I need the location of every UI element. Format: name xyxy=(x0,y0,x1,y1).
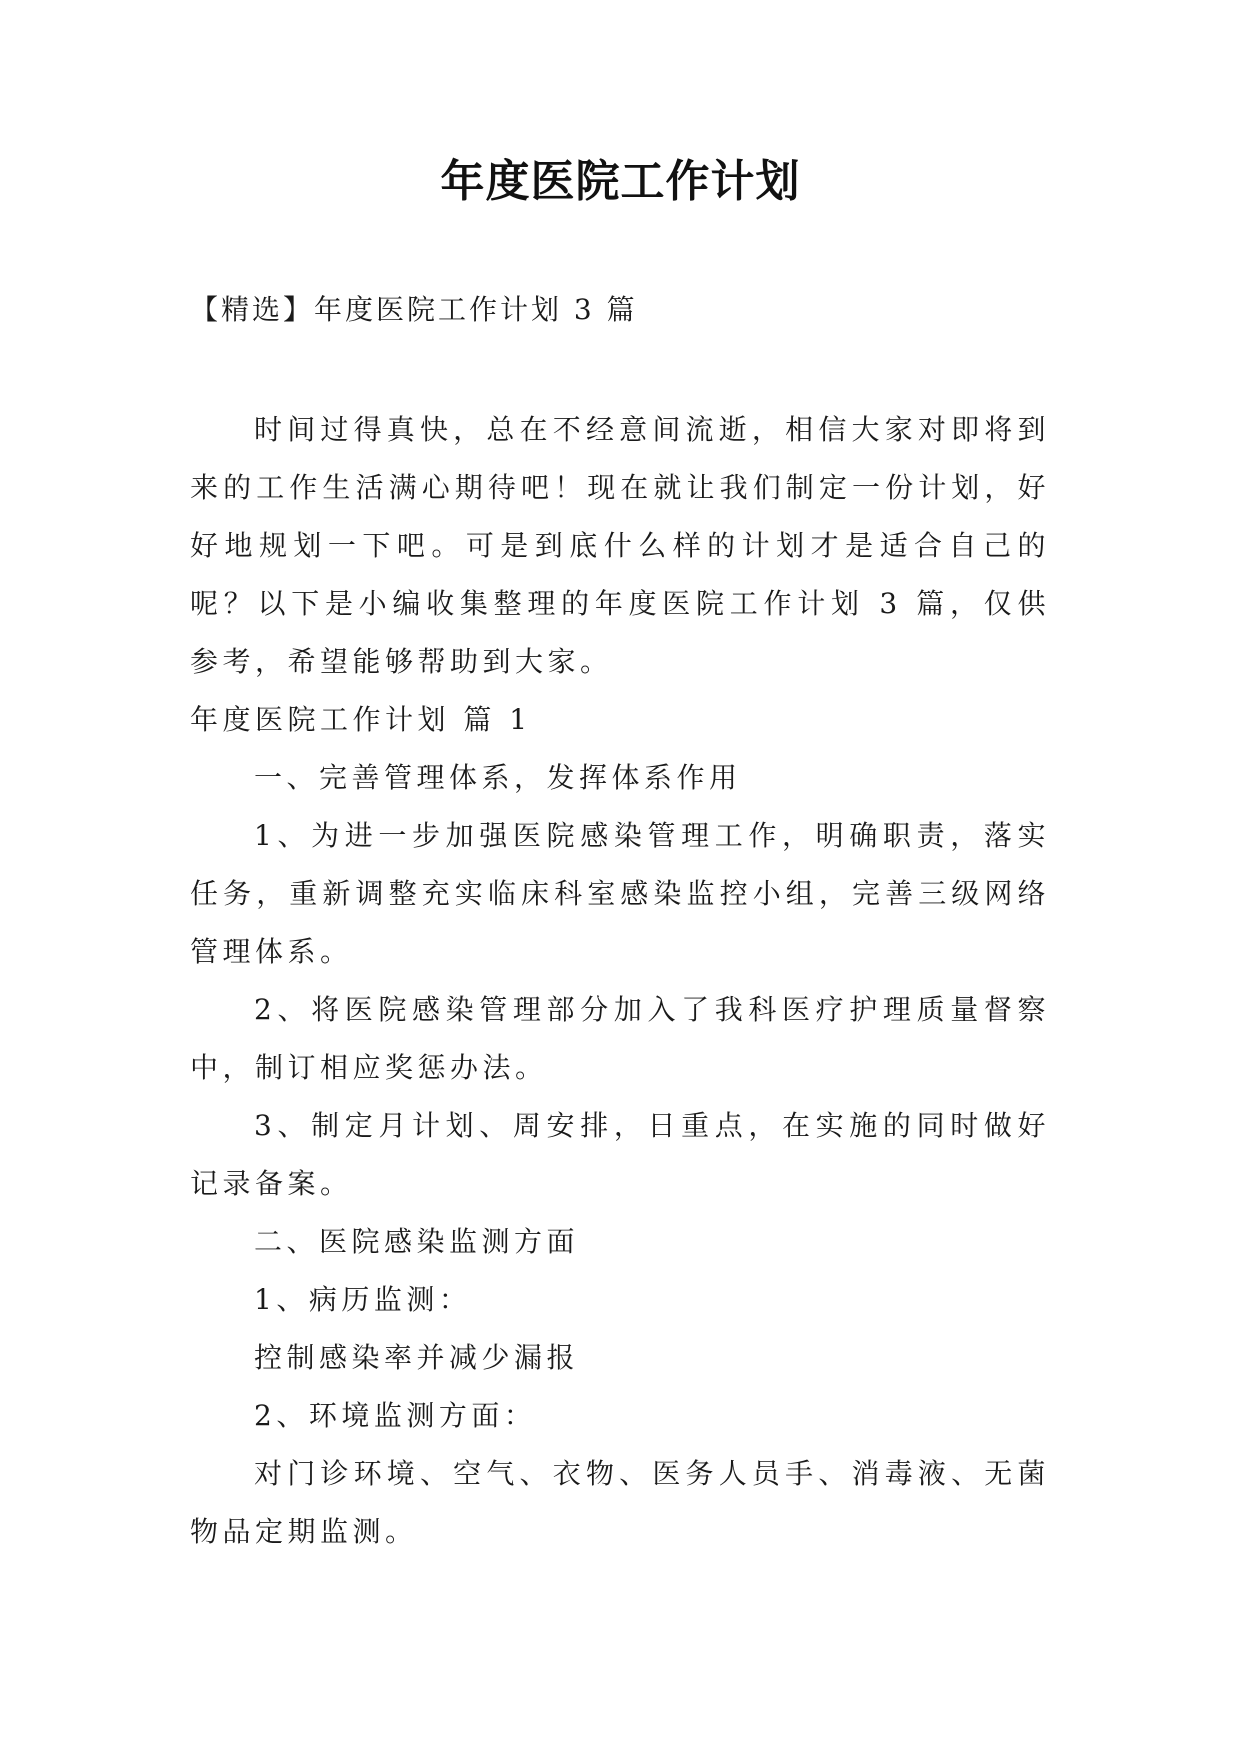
list-item: 2、环境监测方面： xyxy=(254,1399,537,1432)
document-subtitle: 【精选】年度医院工作计划 3 篇 xyxy=(190,293,638,326)
list-item: 1、病历监测： xyxy=(254,1283,472,1316)
body-paragraph: 3、制定月计划、周安排，日重点，在实施的同时做好记录备案。 xyxy=(190,1109,1050,1200)
body-paragraph: 对门诊环境、空气、衣物、医务人员手、消毒液、无菌物品定期监测。 xyxy=(190,1457,1050,1548)
body-paragraph: 控制感染率并减少漏报 xyxy=(254,1341,580,1374)
intro-paragraph: 时间过得真快，总在不经意间流逝，相信大家对即将到来的工作生活满心期待吧！现在就让我们制定一份计划，好好地规划一下吧。可是到底什么样的计划才是适合自己的呢？以下是小编收集整理的年度医院工作计划 3 篇，仅供参考，希望能够帮助到大家。 xyxy=(190,413,1050,678)
section-heading: 年度医院工作计划 篇 1 xyxy=(190,703,532,736)
document-body xyxy=(190,401,1050,1561)
subsection-heading: 二、医院感染监测方面 xyxy=(254,1225,580,1258)
body-paragraph: 1、为进一步加强医院感染管理工作，明确职责，落实任务，重新调整充实临床科室感染监控小组，完善三级网络管理体系。 xyxy=(190,819,1050,968)
subsection-heading: 一、完善管理体系，发挥体系作用 xyxy=(254,761,742,794)
body-paragraph: 2、将医院感染管理部分加入了我科医疗护理质量督察中，制订相应奖惩办法。 xyxy=(190,993,1050,1084)
document-title: 年度医院工作计划 xyxy=(440,156,801,207)
